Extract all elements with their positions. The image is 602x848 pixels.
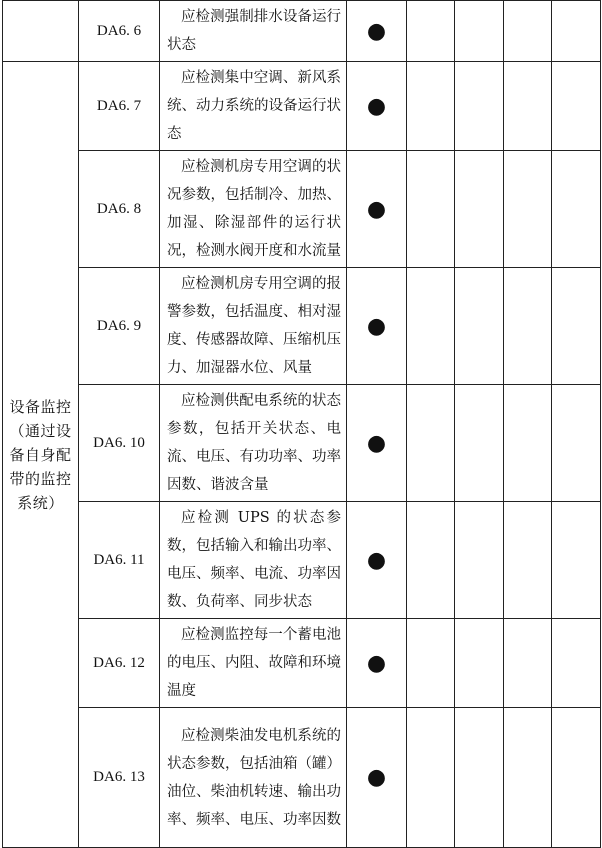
table-row xyxy=(3,619,601,708)
empty-cell xyxy=(455,151,504,268)
item-description: 应检测集中空调、新风系统、动力系统的设备运行状态 xyxy=(160,62,347,151)
empty-cell xyxy=(407,1,455,62)
empty-cell xyxy=(552,268,601,385)
empty-cell xyxy=(407,268,455,385)
empty-cell xyxy=(504,502,552,619)
empty-cell xyxy=(455,62,504,151)
empty-cell xyxy=(455,1,504,62)
required-mark: ● xyxy=(347,1,407,62)
empty-cell xyxy=(552,385,601,502)
required-mark: ● xyxy=(347,708,407,848)
empty-cell xyxy=(407,502,455,619)
empty-cell xyxy=(407,151,455,268)
required-mark: ● xyxy=(347,62,407,151)
item-code: DA6. 6 xyxy=(79,1,160,62)
empty-cell xyxy=(504,619,552,708)
item-description: 应检测 UPS 的状态参数，包括输入和输出功率、电压、频率、电流、功率因数、负荷率、同步状态 xyxy=(160,502,347,619)
empty-cell xyxy=(552,151,601,268)
table-row xyxy=(3,502,601,619)
empty-cell xyxy=(455,268,504,385)
item-description: 应检测机房专用空调的报警参数，包括温度、相对湿度、传感器故障、压缩机压力、加湿器水位、风量 xyxy=(160,268,347,385)
empty-cell xyxy=(455,708,504,848)
category-line: 带的监控 xyxy=(9,469,72,488)
table-row xyxy=(3,385,601,502)
empty-cell xyxy=(407,708,455,848)
required-mark: ● xyxy=(347,385,407,502)
category-cell xyxy=(3,62,79,848)
table-row xyxy=(3,708,601,848)
item-code: DA6. 11 xyxy=(79,502,160,619)
empty-cell xyxy=(504,62,552,151)
empty-cell xyxy=(552,62,601,151)
item-description: 应检测供配电系统的状态参数，包括开关状态、电流、电压、有功功率、功率因数、谐波含量 xyxy=(160,385,347,502)
category-line: 设备监控 xyxy=(9,397,72,416)
item-description: 应检测监控每一个蓄电池的电压、内阻、故障和环境温度 xyxy=(160,619,347,708)
empty-cell xyxy=(504,1,552,62)
empty-cell xyxy=(504,268,552,385)
category-cell-top xyxy=(3,1,79,62)
category-line: 系统） xyxy=(17,493,64,512)
required-mark: ● xyxy=(347,268,407,385)
table-row xyxy=(3,151,601,268)
required-mark: ● xyxy=(347,502,407,619)
empty-cell xyxy=(455,502,504,619)
item-description: 应检测强制排水设备运行状态 xyxy=(160,1,347,62)
item-code: DA6. 8 xyxy=(79,151,160,268)
item-code: DA6. 12 xyxy=(79,619,160,708)
item-description: 应检测机房专用空调的状况参数，包括制冷、加热、加湿、除湿部件的运行状况，检测水阀开度和水流量 xyxy=(160,151,347,268)
empty-cell xyxy=(552,502,601,619)
item-code: DA6. 9 xyxy=(79,268,160,385)
empty-cell xyxy=(504,708,552,848)
required-mark: ● xyxy=(347,619,407,708)
empty-cell xyxy=(407,62,455,151)
table-row xyxy=(3,62,601,151)
empty-cell xyxy=(455,619,504,708)
empty-cell xyxy=(552,1,601,62)
empty-cell xyxy=(455,385,504,502)
category-line: （通过设 xyxy=(9,421,72,440)
empty-cell xyxy=(407,619,455,708)
item-code: DA6. 13 xyxy=(79,708,160,848)
empty-cell xyxy=(504,151,552,268)
empty-cell xyxy=(407,385,455,502)
empty-cell xyxy=(552,619,601,708)
table-row xyxy=(3,268,601,385)
empty-cell xyxy=(504,385,552,502)
empty-cell xyxy=(552,708,601,848)
item-code: DA6. 10 xyxy=(79,385,160,502)
item-code: DA6. 7 xyxy=(79,62,160,151)
table-row xyxy=(3,1,601,62)
requirements-table xyxy=(2,0,601,848)
required-mark: ● xyxy=(347,151,407,268)
category-line: 备自身配 xyxy=(9,445,72,464)
item-description: 应检测柴油发电机系统的状态参数，包括油箱（罐）油位、柴油机转速、输出功率、频率、电压、功率因数 xyxy=(160,708,347,848)
